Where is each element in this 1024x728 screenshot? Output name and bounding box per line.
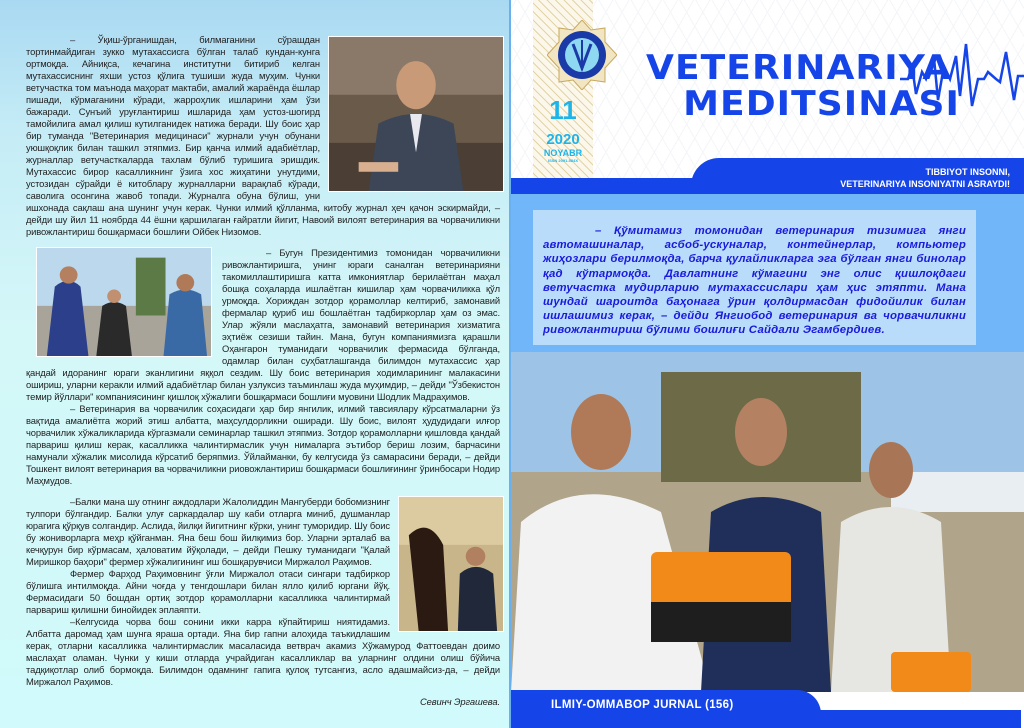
pull-quote <box>533 210 976 345</box>
right-page <box>511 0 1024 728</box>
photo-man-with-horse <box>398 496 504 632</box>
heartbeat-line-icon <box>900 36 1024 112</box>
issue-month: NOYABR <box>543 148 583 158</box>
paragraph: –Келгусида чорва бош сонини икки карра кўпайтириш ниятидамиз. Албатта даромад ҳам шунга яраша ортади. Яна бир гапни алоҳида таъкидлашим керак, отларни касалликка чалинтирмаслик масаласида ветврач акамиз Хўжамурод Фаттоевдан доимо маслаҳат оламан. Чунки у киши отларда учрайдиган касалликлар ва уларнинг олдини олиш бўйича тадқиқотлар олиб бормоқда. Билимдон одамнинг гапига қулоқ тутсангиз, асло адашмайсиз-да, – дейди Миржалол Раҳимов. <box>26 616 500 687</box>
issn: ISSN 2091-584X <box>547 158 579 163</box>
paragraph: Фермер Фарҳод Раҳимовнинг ўғли Миржалол отаси сингари тадбиркор бўлишга интилмоқда. Айни чоғда у тенгдошлари билан ялло қилиб юргани йўқ. Фермасидаги 50 бошдан ортиқ зотдор қорамолларни касалликка чалинтирмай парвариш қилишни бинойидек эплаяпти. <box>26 568 390 615</box>
author-signature: Севинч Эргашева. <box>419 696 500 707</box>
footer-text: ILMIY-OMMABOP JURNAL (156) <box>551 699 734 711</box>
title-line-2: MEDITSINASI <box>683 84 960 124</box>
slogan-line-1: TIBBIYOT INSONNI, <box>925 167 1010 177</box>
title-line-1: VETERINARIYA <box>646 48 952 88</box>
footer-band <box>511 690 1024 728</box>
paragraph: –Балки мана шу отнинг аждодлари Жалолиддин Мангуберди бобомизнинг тулпори бўлгандир. Балки улуғ саркардалар шу каби отларга миниб, душманлар юрагига қўрқув солгандир. Аслида, йилқи йигитнинг кўрки, унинг туморидир. Шу боис бу жониворларга меҳр қўйганман. Яна беш бош йилқимиз бор. Уларни эрталаб ва кечқурун бир кўрмасам, ҳаловатим йўқолади, – дейди Пешку туманидаги "Қалай Миришкор баҳори" фермер хўжалигининг иш бошқарувчиси Миржалол Раҳимов. <box>26 496 390 567</box>
veterinary-emblem-icon <box>547 20 617 90</box>
article-section-3 <box>26 496 500 708</box>
article-column <box>26 34 500 708</box>
issue-number: 11 <box>549 95 577 125</box>
paragraph: – Ветеринария ва чорвачилик соҳасидаги ҳар бир янгилик, илмий тавсиялару кўрсатмаларни ўз вақтида амалиётга жорий этиш албатта, маҳсулдорликни оширади. Шу боис, вилоят ҳудудидаги илғор чорвачилик хўжаликларида кўргазмали семинарлар ташкил этяпмиз. Зотдор қорамолларни қишловда қандай парвариш қилиш керак, касалликка чалинтирмаслик учун нималарга эътибор бериш лозим, барчасини намунали хўжалик мисолида кўрсатиб беряпмиз. Ўйлайманки, бу келгусида ўз самарасини беради, – дейди Тошкент вилоят ветеринария ва чорвачиликни риовожлантириш бошқармаси бошлиғининг ўринбосари Нодир Маҳмудов. <box>26 403 500 486</box>
photo-three-men-with-toolboxes <box>511 352 1024 692</box>
pull-quote-text: – Қўмитамиз томонидан ветеринария тизимига янги автомашиналар, асбоб-ускуналар, контейнерлар, компьютер жиҳозлари берилмоқда, барча қулайликларга эга бўлган янги бинолар қад кўтармоқда. Давлатнинг кўмагини энг олис қишлоқдаги ветучастка мудирларию мутахассислари ҳам ҳис этяпти. Мана шундай шароитда баҳонага ўрин қолдирмасдан фидойилик билан ишлашимиз керак, – дейди Янгиобод ветеринария ва чорвачиликни ривожлантириш бўлими бошлиғи Сайдали Эгамбердиев. <box>543 225 966 337</box>
issue-info <box>533 96 593 164</box>
photo-man-at-desk <box>328 36 504 192</box>
article-section-2 <box>26 247 500 487</box>
slogan <box>691 158 1024 194</box>
slogan-line-2: VETERINARIYA INSONIYATNI ASRAYDI! <box>840 179 1010 189</box>
photo-men-talking-outdoors <box>36 247 212 357</box>
article-section-1 <box>26 34 500 238</box>
issue-year: 2020 <box>546 131 580 148</box>
left-page <box>0 0 509 728</box>
paragraph: – Бугун Президентимиз томонидан чорвачиликни ривожлантиришга, унинг юраги саналган ветеринарияни такомиллаштиришга катта имкониятлар берилаётган маҳал бошқа соҳаларда ишлаётган кишилар ҳам чорвачиликка қўл урмоқда. Хориждан зотдор қорамоллар келтириб, замонавий фермалар қуриб иш бошлаётган тадбиркорлар ҳам оз эмас. Улар жўяли маслаҳатга, замонавий ветеринария хизматига эҳтиёж сезиши тайин. Мана, бугун компаниямизга қарашли Оҳангарон туманидаги чорвачилик фермасида бўлганда, одамлар билан суҳбатлашганда билимдон мутахассис ҳар қандай идоранинг юраги эканлигини яққол сездим. Шу боис ветеринария ходимларининг малакасини ошириш, уларни керакли илмий адабиётлар билан узлуксиз таъминлаш жуда муҳимдир, – дейди "Ўзбекистон темир йўллари" компаниясининг қишлоқ хўжалиги бошқармаси бошлиғи муовини Шодлик Мадраҳимов. <box>26 247 500 402</box>
paragraph: – Ўқиш-ўрганишдан, билмаганини сўрашдан тортинмайдиган зукко мутахассисга бўлган талаб кундан-кунга ортмоқда. Айниқса, кечагина институтни битириб келган мутахассиснинг яхши устоз қўлига тушиши жуда муҳим. Чунки ветучастка том маънода маҳорат мактаби, амалий жараёнда ёшлар пишади, кўрмаганини кўради, жарроҳлик ишларини ҳам ўзи бажаради. Сунъий уруғлантириш ишларида ҳам устоз-шогирд тамойилига амал қилиш кутилганидек натижа беради. Шу боис ҳар бир туманда "Ветеринария медицинаси" журнали учун обунани уюшқоқлик билан ташкил этяпмиз. Бир қанча илмий адабиётлар, журналлар ветучасткаларда тахлам бўлиб туришига эришдик. Мутахассис бирор касалликнинг ўзига хос жиҳатини унутдими, устозидан сўрайди ё китоблару журналларни варақлаб кўради, саволига осонгина жавоб топади. Журналга обуна бўлиш, уни ишхонада сақлаш ана шунинг учун керак. Чунки илмий қўлланма, китобу журнал ҳеч қачон эскирмайди, – дейди шу йил 11 ноябрда 44 ёшни қаршилаган ғайратли йигит, Навоий вилоят ветеринария ва чорвачиликни ривожлантириш бошқармаси бошлиғи Ойбек Низомов. <box>26 34 500 237</box>
